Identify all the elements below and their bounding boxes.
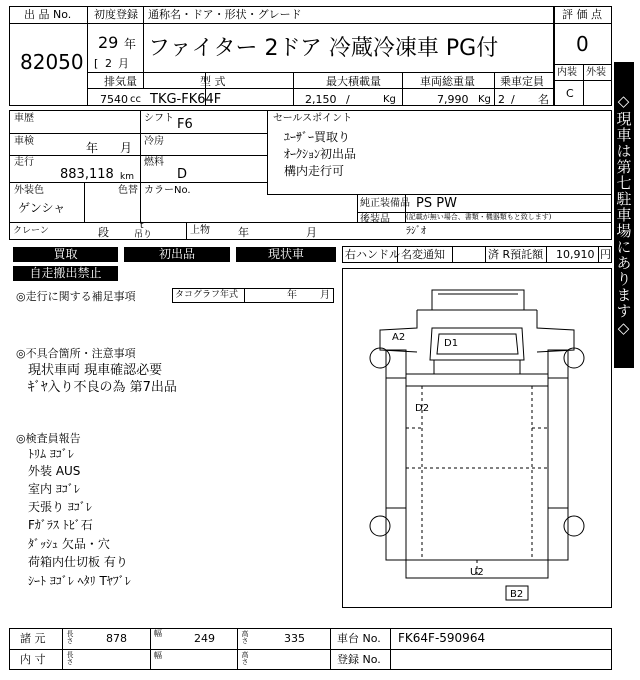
width-label: 幅: [154, 629, 162, 638]
capacity: 2: [498, 93, 505, 106]
as-is-badge: 現状車: [236, 247, 336, 262]
inspector-line-2: 外装 AUS: [28, 464, 81, 478]
body-left-panel: [386, 350, 406, 560]
front-right-wheel: [564, 348, 584, 368]
inspector-line-7: 荷箱内仕切板 有り: [28, 555, 128, 569]
recycle-unit: 円: [600, 248, 611, 261]
mileage-unit: km: [120, 172, 134, 182]
rear-left-wheel: [370, 516, 390, 536]
inspector-line-8: ｼｰﾄ ﾖｺﾞﾚ ﾍﾀﾘ Tﾔﾌﾞﾚ: [28, 574, 131, 588]
upper-body-label: 上物: [190, 225, 210, 236]
tachograph-month-unit: 月: [320, 290, 330, 301]
rating-score: 0: [576, 32, 589, 56]
sales-points-label: セールスポイント: [273, 113, 353, 124]
vehicle-name: ファイター 2ドア 冷蔵冷凍車 PG付: [148, 36, 499, 61]
mark-a2: A2: [392, 332, 406, 343]
registration-month-bracket: [: [94, 57, 99, 70]
capacity-slash: /: [511, 93, 515, 106]
model-code: TKG-FK64F: [150, 92, 222, 107]
inner-length-label: 長さ: [66, 651, 74, 665]
cab-left-side: [380, 310, 417, 352]
inspection-label: 車検: [14, 136, 34, 147]
mileage-label: 走行: [14, 157, 34, 168]
mileage-value: 883,118: [60, 167, 114, 182]
defect-line-2: ｷﾞﾔ入り不良の為 第7出品: [28, 380, 177, 395]
fuel-value: D: [177, 167, 188, 182]
defects-label: ◎不具合箇所・注意事項: [16, 347, 136, 360]
body-right-panel: [548, 350, 568, 560]
front-left-wheel: [370, 348, 390, 368]
inner-height-label: 高さ: [241, 651, 249, 665]
chassis-label: 車台 No.: [337, 632, 381, 645]
color-label: 外装色: [14, 185, 44, 196]
width-value: 249: [194, 632, 215, 645]
registration-number-label: 登録 No.: [337, 653, 381, 666]
buyback-badge: 買取: [13, 247, 118, 262]
truck-diagram: [342, 268, 612, 608]
max-load: 2,150: [305, 93, 337, 106]
registration-month: 2: [105, 57, 112, 70]
crane-step-unit: 段: [98, 226, 109, 239]
steering-position: 右ハンドル: [345, 248, 400, 261]
inspection-month-unit: 月: [120, 141, 133, 155]
inner-width-label: 幅: [154, 651, 162, 660]
tachograph-year-unit: 年: [287, 290, 297, 301]
defect-line-1: 現状車両 現車確認必要: [28, 363, 163, 378]
displacement-label: 排気量: [104, 75, 137, 88]
mark-b2: B2: [510, 589, 524, 600]
crane-label: クレーン: [13, 226, 49, 236]
mark-d2: D2: [415, 403, 430, 414]
registration-year-unit: 年: [124, 37, 137, 51]
upper-year-unit: 年: [238, 226, 249, 239]
shift-value: F6: [177, 117, 193, 132]
sales-point-3: 構内走行可: [284, 164, 345, 178]
aircon-label: 冷房: [144, 136, 164, 147]
lot-number-label: 出 品 No.: [24, 8, 72, 21]
inner-dimensions-label: 内 寸: [20, 653, 46, 666]
rear-right-wheel: [564, 516, 584, 536]
exterior-grade-label: 外装: [586, 67, 606, 78]
color-code-label: カラーNo.: [144, 185, 191, 196]
aftermarket-note: (記載が無い場合、書類・機器類もと致します): [406, 213, 552, 221]
equipment-label: 純正装備品: [360, 198, 410, 209]
inspector-line-6: ﾀﾞｯｼｭ 欠品・穴: [28, 537, 110, 551]
height-value: 335: [284, 632, 305, 645]
registration-year: 29: [98, 33, 119, 52]
gross-weight: 7,990: [437, 93, 469, 106]
tachograph-label: タコグラフ年式: [175, 290, 239, 300]
gross-weight-label: 車両総重量: [420, 75, 475, 88]
vehicle-name-label: 通称名・ドア・形状・グレード: [148, 8, 302, 21]
registration-month-unit: 月: [118, 57, 129, 70]
recycle-deposit-label: 済 R預託額: [488, 248, 544, 261]
inspector-line-5: Fｶﾞﾗｽ ﾄﾋﾞ石: [28, 518, 93, 532]
first-listing-badge: 初出品: [124, 247, 230, 262]
mark-d1: D1: [444, 338, 459, 349]
color-change-label: 色替: [118, 185, 138, 196]
chassis-number: FK64F-590964: [398, 631, 486, 645]
inspector-report-label: ◎検査員報告: [16, 432, 81, 445]
inspector-line-3: 室内 ﾖｺﾞﾚ: [28, 482, 80, 496]
crane-ton-unit: t: [140, 221, 144, 231]
aftermarket-value: ﾗｼﾞｵ: [406, 226, 426, 237]
crane-hoist-label: 吊り: [134, 230, 153, 240]
max-load-unit: Kg: [383, 94, 396, 105]
no-self-drive-badge: 自走搬出禁止: [13, 266, 118, 281]
shift-label: シフト: [144, 113, 174, 124]
upper-month-unit: 月: [306, 226, 317, 239]
equipment-value: PS PW: [416, 196, 457, 211]
dimensions-label: 諸 元: [20, 632, 46, 645]
gross-weight-unit: Kg: [478, 94, 491, 105]
capacity-unit: 名: [538, 93, 549, 106]
cargo-box-top: [406, 374, 548, 560]
sales-point-2: ｵｰｸｼｮﾝ初出品: [284, 147, 357, 161]
fuel-label: 燃料: [144, 157, 164, 168]
recycle-deposit: 10,910: [556, 248, 595, 261]
driving-notes-label: ◎走行に関する補足事項: [16, 290, 136, 303]
aftermarket-label: 後装品: [360, 214, 390, 225]
history-label: 車歴: [14, 113, 34, 124]
displacement: 7540: [100, 93, 128, 106]
sales-point-1: ﾕｰｻﾞｰ買取り: [284, 130, 351, 144]
max-load-slash: /: [346, 93, 350, 106]
cab-right-side: [537, 310, 574, 352]
lot-number: 82050: [20, 50, 84, 74]
name-change-label: 名変通知: [401, 248, 445, 261]
parking-location-note: ◇現車は第七駐車場にあります◇: [614, 62, 634, 368]
interior-grade-label: 内装: [557, 67, 577, 78]
inspector-line-4: 天張り ﾖｺﾞﾚ: [28, 500, 92, 514]
interior-grade: C: [566, 87, 574, 100]
rating-label: 評 価 点: [562, 8, 602, 21]
length-label: 長さ: [66, 630, 74, 644]
mark-u2: U2: [470, 567, 484, 578]
displacement-unit: cc: [130, 94, 141, 105]
first-registration-label: 初度登録: [94, 8, 138, 21]
color-value: ゲンシャ: [18, 201, 66, 215]
model-label: 型 式: [200, 75, 226, 88]
height-label: 高さ: [241, 630, 249, 644]
inspector-line-1: ﾄﾘﾑ ﾖｺﾞﾚ: [28, 447, 74, 461]
inspection-year-unit: 年: [86, 141, 99, 155]
length-value: 878: [106, 632, 127, 645]
capacity-label: 乗車定員: [500, 75, 544, 88]
max-load-label: 最大積載量: [326, 75, 381, 88]
cab-roof-shape: [432, 290, 524, 310]
